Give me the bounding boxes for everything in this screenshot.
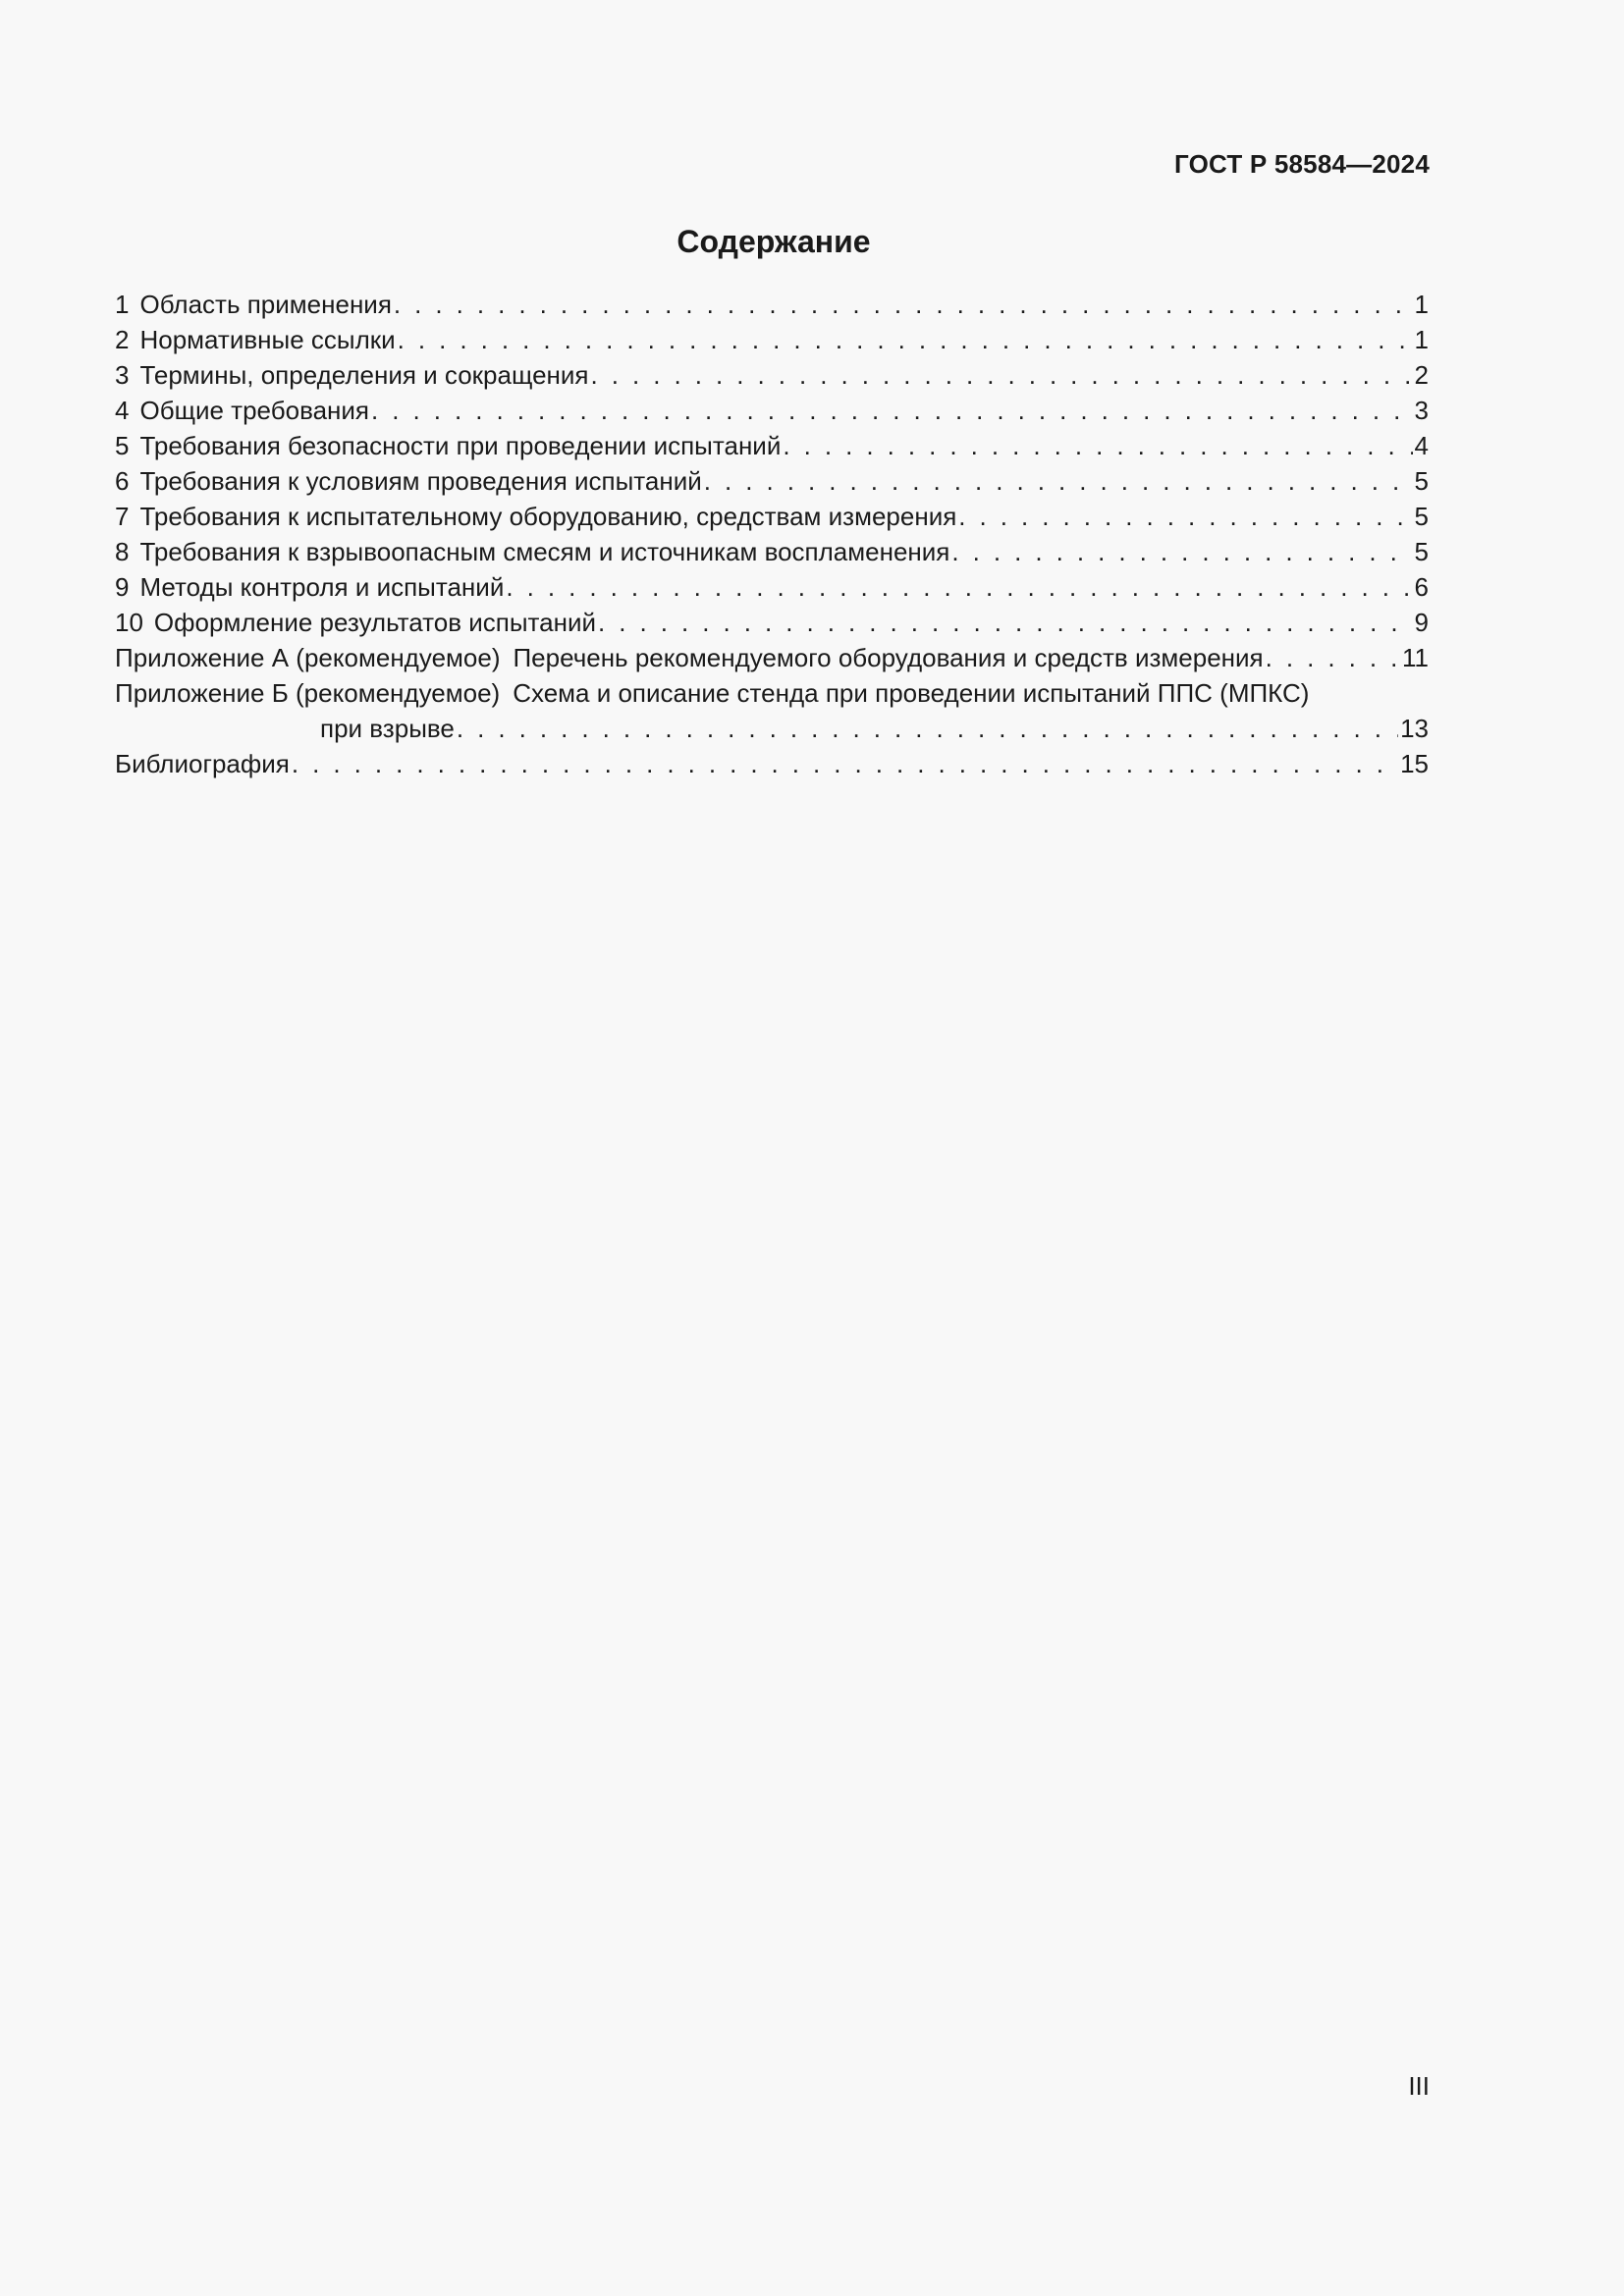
dot-leader xyxy=(457,711,1398,746)
dot-leader xyxy=(398,322,1413,357)
appendix-title: Перечень рекомендуемого оборудования и средств измерения xyxy=(513,643,1264,672)
appendix-label: Приложение Б (рекомендуемое) xyxy=(115,678,501,708)
dot-leader xyxy=(704,463,1413,499)
toc-entry-number: 5 xyxy=(115,431,130,460)
toc-entry-title: Область применения xyxy=(139,290,392,319)
dot-leader xyxy=(394,287,1413,322)
table-of-contents xyxy=(115,287,1429,781)
toc-entry-title: Требования к взрывоопасным смесям и источникам воспламенения xyxy=(139,537,950,566)
toc-entry-page: 1 xyxy=(1414,290,1429,319)
toc-entry-3[interactable] xyxy=(115,357,1429,393)
appendix-page: 13 xyxy=(1400,714,1429,743)
dot-leader xyxy=(292,746,1398,781)
toc-entry-8[interactable] xyxy=(115,534,1429,569)
toc-entry-9[interactable] xyxy=(115,569,1429,605)
toc-entry-number: 3 xyxy=(115,360,130,390)
toc-entry-page: 5 xyxy=(1414,466,1429,496)
toc-entry-page: 5 xyxy=(1414,502,1429,531)
dot-leader xyxy=(783,428,1412,463)
toc-entry-page: 3 xyxy=(1414,396,1429,425)
toc-appendix-b[interactable] xyxy=(115,675,1429,711)
toc-entry-number: 4 xyxy=(115,396,130,425)
toc-entry-page: 4 xyxy=(1414,431,1429,460)
toc-entry-title: Нормативные ссылки xyxy=(139,325,396,354)
toc-entry-number: 7 xyxy=(115,502,130,531)
toc-entry-6[interactable] xyxy=(115,463,1429,499)
toc-entry-2[interactable] xyxy=(115,322,1429,357)
toc-entry-7[interactable] xyxy=(115,499,1429,534)
toc-entry-number: 8 xyxy=(115,537,130,566)
toc-entry-title: Оформление результатов испытаний xyxy=(153,608,597,637)
toc-entry-title: Методы контроля и испытаний xyxy=(139,572,505,602)
toc-entry-page: 2 xyxy=(1414,360,1429,390)
toc-entry-page: 5 xyxy=(1414,537,1429,566)
toc-title: Содержание xyxy=(677,224,871,259)
appendix-page: 11 xyxy=(1402,643,1429,672)
toc-entry-number: 2 xyxy=(115,325,130,354)
dot-leader xyxy=(1266,640,1400,675)
page-number: III xyxy=(1408,2071,1430,2101)
dot-leader xyxy=(598,605,1413,640)
bibliography-title: Библиография xyxy=(115,749,290,778)
toc-entry-title: Требования к условиям проведения испытаний xyxy=(139,466,702,496)
toc-entry-page: 6 xyxy=(1414,572,1429,602)
toc-entry-1[interactable] xyxy=(115,287,1429,322)
appendix-label: Приложение А (рекомендуемое) xyxy=(115,643,501,672)
toc-entry-title: Требования к испытательному оборудованию, средствам измерения xyxy=(139,502,957,531)
dot-leader xyxy=(591,357,1413,393)
dot-leader xyxy=(951,534,1412,569)
toc-entry-title: Общие требования xyxy=(139,396,370,425)
dot-leader xyxy=(506,569,1412,605)
toc-entry-number: 6 xyxy=(115,466,130,496)
appendix-title-continuation: при взрыве xyxy=(320,714,455,743)
toc-appendix-b-continuation[interactable] xyxy=(115,711,1429,746)
toc-appendix-a[interactable] xyxy=(115,640,1429,675)
dot-leader xyxy=(958,499,1412,534)
toc-entry-title: Требования безопасности при проведении испытаний xyxy=(139,431,782,460)
toc-entry-5[interactable] xyxy=(115,428,1429,463)
toc-entry-10[interactable] xyxy=(115,605,1429,640)
toc-entry-page: 1 xyxy=(1414,325,1429,354)
toc-entry-4[interactable] xyxy=(115,393,1429,428)
toc-entry-number: 9 xyxy=(115,572,130,602)
standard-code: ГОСТ Р 58584—2024 xyxy=(1174,149,1430,179)
appendix-title: Схема и описание стенда при проведении испытаний ППС (МПКС) xyxy=(513,678,1310,708)
toc-entry-number: 10 xyxy=(115,608,143,637)
toc-bibliography[interactable] xyxy=(115,746,1429,781)
dot-leader xyxy=(371,393,1413,428)
toc-entry-title: Термины, определения и сокращения xyxy=(139,360,589,390)
toc-entry-number: 1 xyxy=(115,290,130,319)
toc-entry-page: 9 xyxy=(1414,608,1429,637)
bibliography-page: 15 xyxy=(1400,749,1429,778)
